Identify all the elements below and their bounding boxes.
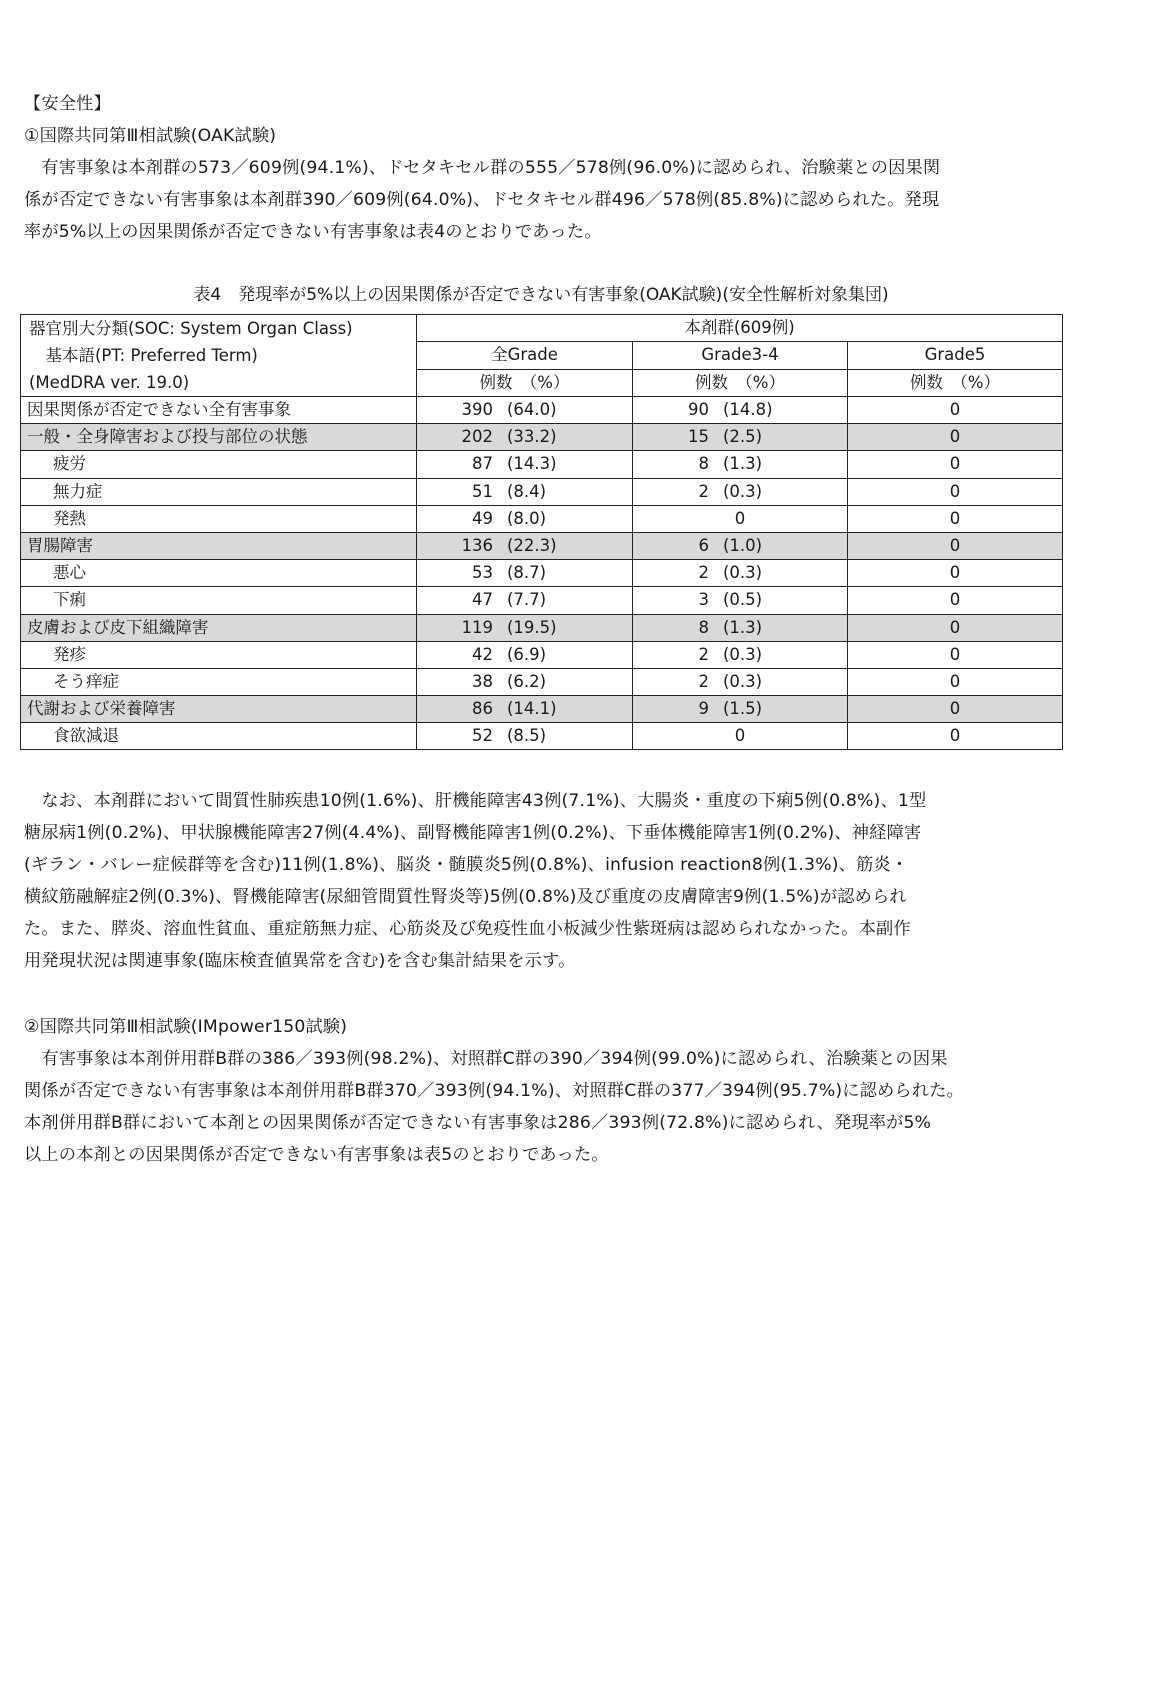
table-row-pt (21, 723, 1063, 750)
grade34-cell (633, 532, 848, 559)
impower-paragraph-line: 関係が否定できない有害事象は本剤併用群B群370／393例(94.1%)、対照群C群の377／394例(95.7%)に認められた。 (24, 1081, 964, 1101)
grade34-count: 6 (698, 536, 709, 556)
all-grade-percent: (14.3) (507, 454, 557, 474)
all-grade-count: 119 (461, 617, 493, 637)
grade34-count: 2 (698, 481, 709, 501)
grade34-count: 15 (688, 427, 709, 447)
grade34-count: 0 (734, 726, 746, 746)
grade34-cell (633, 451, 848, 478)
header-meddra-label: (MedDRA ver. 19.0) (29, 373, 190, 392)
grade34-percent: (0.3) (723, 481, 763, 501)
grade34-percent: (1.3) (723, 454, 763, 474)
term-label: 因果関係が否定できない全有害事象 (21, 397, 417, 424)
header-subhead: 例数 （%） (848, 369, 1063, 396)
all-grade-cell (417, 478, 633, 505)
grade34-count: 2 (698, 644, 709, 664)
note-paragraph-line: た。また、膵炎、溶血性貧血、重症筋無力症、心筋炎及び免疫性血小板減少性紫斑病は認められなかった。本副作 (24, 919, 911, 939)
header-subhead: 例数 （%） (417, 369, 633, 396)
all-grade-cell (417, 505, 633, 532)
grade34-cell (633, 696, 848, 723)
grade5-cell: 0 (848, 723, 1063, 750)
all-grade-percent: (8.5) (507, 726, 547, 746)
table-row-pt (21, 560, 1063, 587)
grade5-cell: 0 (848, 668, 1063, 695)
grade34-cell (633, 668, 848, 695)
term-label: 発疹 (21, 641, 417, 668)
grade34-cell (633, 641, 848, 668)
grade34-count: 0 (734, 508, 746, 528)
all-grade-percent: (64.0) (507, 400, 557, 420)
grade34-count: 2 (698, 563, 709, 583)
grade34-percent: (1.5) (723, 699, 763, 719)
table-header-row (21, 315, 1063, 342)
grade5-cell: 0 (848, 696, 1063, 723)
grade34-count: 9 (698, 699, 709, 719)
header-grade-all: 全Grade (417, 342, 633, 369)
table-row-soc (21, 696, 1063, 723)
table-row-pt (21, 641, 1063, 668)
header-group: 本剤群(609例) (417, 315, 1063, 342)
table-row-soc (21, 614, 1063, 641)
impower-paragraph-line: 本剤併用群B群において本剤との因果関係が否定できない有害事象は286／393例(72.8%)に認められ、発現率が5% (24, 1113, 932, 1133)
header-subhead: 例数 （%） (633, 369, 848, 396)
oak-paragraph-line: 係が否定できない有害事象は本剤群390／609例(64.0%)、ドセタキセル群496／578例(85.8%)に認められた。発現 (24, 190, 940, 210)
all-grade-cell (417, 451, 633, 478)
all-grade-percent: (6.2) (507, 671, 547, 691)
term-label: 下痢 (21, 587, 417, 614)
grade34-count: 3 (698, 590, 709, 610)
grade34-cell (633, 505, 848, 532)
note-paragraph-line: なお、本剤群において間質性肺疾患10例(1.6%)、肝機能障害43例(7.1%)、大腸炎・重度の下痢5例(0.8%)、1型 (24, 791, 927, 811)
all-grade-cell (417, 532, 633, 559)
all-grade-percent: (8.4) (507, 481, 547, 501)
grade5-cell: 0 (848, 614, 1063, 641)
grade34-percent: (2.5) (723, 427, 763, 447)
grade34-cell (633, 614, 848, 641)
note-paragraph-line: 糖尿病1例(0.2%)、甲状腺機能障害27例(4.4%)、副腎機能障害1例(0.2%)、下垂体機能障害1例(0.2%)、神経障害 (24, 823, 922, 843)
impower-study-title: ②国際共同第Ⅲ相試験(IMpower150試験) (24, 1017, 348, 1037)
grade34-count: 90 (688, 400, 709, 420)
all-grade-cell (417, 641, 633, 668)
grade5-cell: 0 (848, 451, 1063, 478)
oak-study-title: ①国際共同第Ⅲ相試験(OAK試験) (24, 126, 277, 146)
all-grade-percent: (33.2) (507, 427, 557, 447)
header-grade-5: Grade5 (848, 342, 1063, 369)
term-label: 一般・全身障害および投与部位の状態 (21, 424, 417, 451)
oak-paragraph-line: 率が5%以上の因果関係が否定できない有害事象は表4のとおりであった。 (24, 222, 602, 242)
adverse-events-table (20, 314, 1063, 750)
header-grade-3-4: Grade3-4 (633, 342, 848, 369)
table-row-pt (21, 668, 1063, 695)
header-category-cell (21, 315, 417, 397)
table-row-soc (21, 424, 1063, 451)
all-grade-cell (417, 587, 633, 614)
grade34-percent: (0.5) (723, 590, 763, 610)
table-row-soc (21, 532, 1063, 559)
all-grade-count: 38 (472, 671, 493, 691)
term-label: 悪心 (21, 560, 417, 587)
all-grade-cell (417, 668, 633, 695)
impower-paragraph-line: 有害事象は本剤併用群B群の386／393例(98.2%)、対照群C群の390／394例(99.0%)に認められ、治験薬との因果 (24, 1049, 948, 1069)
grade34-count: 8 (698, 454, 709, 474)
grade34-percent: (0.3) (723, 563, 763, 583)
grade5-cell: 0 (848, 587, 1063, 614)
note-paragraph-line: (ギラン・バレー症候群等を含む)11例(1.8%)、脳炎・髄膜炎5例(0.8%)、infusion reaction8例(1.3%)、筋炎・ (24, 855, 909, 875)
all-grade-percent: (19.5) (507, 617, 557, 637)
grade34-cell (633, 397, 848, 424)
grade5-cell: 0 (848, 532, 1063, 559)
grade34-cell (633, 587, 848, 614)
all-grade-count: 136 (461, 536, 493, 556)
all-grade-count: 47 (472, 590, 493, 610)
all-grade-percent: (8.7) (507, 563, 547, 583)
all-grade-cell (417, 397, 633, 424)
note-paragraph-line: 横紋筋融解症2例(0.3%)、腎機能障害(尿細管間質性腎炎等)5例(0.8%)及び重度の皮膚障害9例(1.5%)が認められ (24, 887, 907, 907)
all-grade-cell (417, 424, 633, 451)
term-label: 食欲減退 (21, 723, 417, 750)
grade5-cell: 0 (848, 478, 1063, 505)
all-grade-percent: (14.1) (507, 699, 557, 719)
all-grade-count: 86 (472, 699, 493, 719)
all-grade-cell (417, 560, 633, 587)
all-grade-cell (417, 614, 633, 641)
table-row-pt (21, 505, 1063, 532)
grade34-cell (633, 560, 848, 587)
all-grade-percent: (6.9) (507, 644, 547, 664)
grade34-cell (633, 424, 848, 451)
grade34-percent: (1.0) (723, 536, 763, 556)
term-label: 皮膚および皮下組織障害 (21, 614, 417, 641)
grade5-cell: 0 (848, 641, 1063, 668)
header-pt-label: 基本語(PT: Preferred Term) (29, 346, 258, 365)
all-grade-percent: (7.7) (507, 590, 547, 610)
table-row-pt (21, 587, 1063, 614)
all-grade-cell (417, 696, 633, 723)
term-label: 発熱 (21, 505, 417, 532)
all-grade-count: 202 (461, 427, 493, 447)
section-heading: 【安全性】 (24, 94, 111, 114)
all-grade-count: 390 (461, 400, 493, 420)
header-soc-label: 器官別大分類(SOC: System Organ Class) (29, 319, 353, 338)
grade34-count: 8 (698, 617, 709, 637)
table-row-pt (21, 451, 1063, 478)
all-grade-count: 53 (472, 563, 493, 583)
oak-paragraph-line: 有害事象は本剤群の573／609例(94.1%)、ドセタキセル群の555／578例(96.0%)に認められ、治験薬との因果関 (24, 158, 941, 178)
impower-paragraph-line: 以上の本剤との因果関係が否定できない有害事象は表5のとおりであった。 (24, 1145, 609, 1165)
all-grade-count: 51 (472, 481, 493, 501)
all-grade-count: 87 (472, 454, 493, 474)
grade5-cell: 0 (848, 560, 1063, 587)
all-grade-percent: (8.0) (507, 508, 547, 528)
grade34-percent: (14.8) (723, 400, 773, 420)
all-grade-count: 42 (472, 644, 493, 664)
table-row-pt (21, 478, 1063, 505)
term-label: そう痒症 (21, 668, 417, 695)
all-grade-count: 52 (472, 726, 493, 746)
table4-caption: 表4 発現率が5%以上の因果関係が否定できない有害事象(OAK試験)(安全性解析対象集団) (193, 285, 889, 305)
grade34-percent: (1.3) (723, 617, 763, 637)
all-grade-percent: (22.3) (507, 536, 557, 556)
grade34-cell (633, 478, 848, 505)
all-grade-count: 49 (472, 508, 493, 528)
term-label: 疲労 (21, 451, 417, 478)
grade5-cell: 0 (848, 397, 1063, 424)
term-label: 代謝および栄養障害 (21, 696, 417, 723)
grade34-percent: (0.3) (723, 644, 763, 664)
table-row-total (21, 397, 1063, 424)
grade34-count: 2 (698, 671, 709, 691)
all-grade-cell (417, 723, 633, 750)
grade5-cell: 0 (848, 505, 1063, 532)
grade34-percent: (0.3) (723, 671, 763, 691)
term-label: 胃腸障害 (21, 532, 417, 559)
grade34-cell (633, 723, 848, 750)
term-label: 無力症 (21, 478, 417, 505)
note-paragraph-line: 用発現状況は関連事象(臨床検査値異常を含む)を含む集計結果を示す。 (24, 951, 576, 971)
grade5-cell: 0 (848, 424, 1063, 451)
